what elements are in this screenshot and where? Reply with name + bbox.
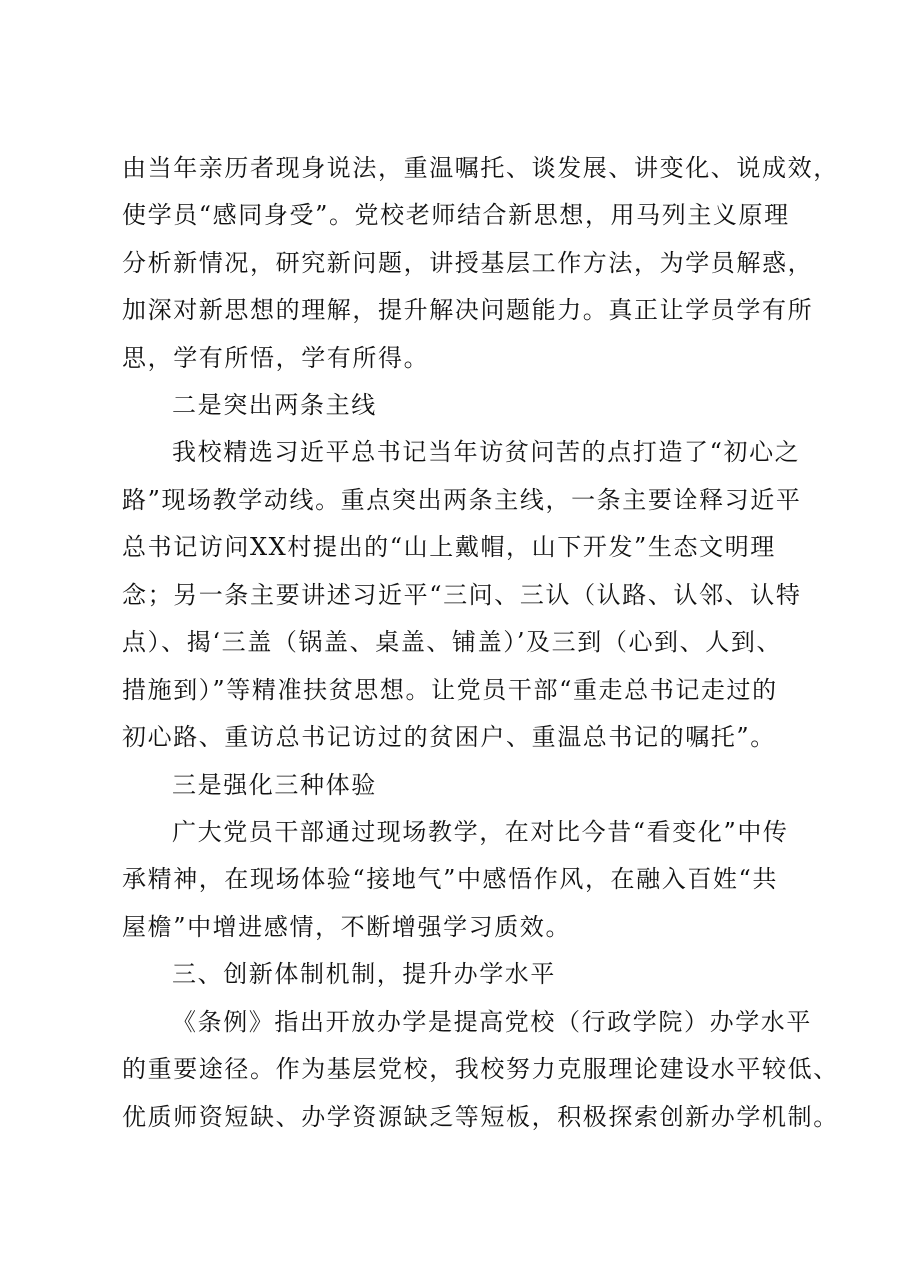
- section-heading: 三、创新体制机制，提升办学水平: [172, 960, 556, 988]
- text-line: 思，学有所悟，学有所得。: [122, 344, 430, 372]
- text-line: 点）、揭‘三盖（锅盖、桌盖、铺盖）’及三到（心到、人到、: [122, 628, 783, 656]
- text-line: 加深对新思想的理解，提升解决问题能力。真正让学员学有所: [122, 296, 814, 324]
- section-heading: 二是突出两条主线: [172, 391, 377, 419]
- text-line: 措施到）”等精准扶贫思想。让党员干部“重走总书记走过的: [122, 676, 778, 704]
- text-line: 念；另一条主要讲述习近平“三问、三认（认路、认邻、认特: [122, 581, 802, 609]
- text-line: 屋檐”中增进感情，不断增强学习质效。: [122, 913, 572, 941]
- section-heading: 三是强化三种体验: [172, 771, 377, 799]
- text-line: 总书记访问XX村提出的“山上戴帽，山下开发”生态文明理: [122, 533, 776, 561]
- text-line: 初心路、重访总书记访过的贫困户、重温总书记的嘱托”。: [122, 723, 776, 751]
- text-line: 《条例》指出开放办学是提高党校（行政学院）办学水平: [172, 1008, 812, 1036]
- text-line: 广大党员干部通过现场教学，在对比今昔“看变化”中传: [172, 818, 789, 846]
- text-line: 优质师资短缺、办学资源缺乏等短板，积极探索创新办学机制。: [122, 1103, 839, 1131]
- text-line: 使学员“感同身受”。党校老师结合新思想，用马列主义原理: [122, 201, 790, 229]
- text-line: 路”现场教学动线。重点突出两条主线，一条主要诠释习近平: [122, 486, 802, 514]
- text-line: 承精神，在现场体验“接地气”中感悟作风，在融入百姓“共: [122, 865, 779, 893]
- text-line: 由当年亲历者现身说法，重温嘱托、谈发展、讲变化、说成效，: [122, 154, 839, 182]
- text-line: 我校精选习近平总书记当年访贫问苦的点打造了“初心之: [172, 438, 801, 466]
- text-line: 的重要途径。作为基层党校，我校努力克服理论建设水平较低、: [122, 1055, 839, 1083]
- text-line: 分析新情况，研究新问题，讲授基层工作方法，为学员解惑，: [122, 249, 814, 277]
